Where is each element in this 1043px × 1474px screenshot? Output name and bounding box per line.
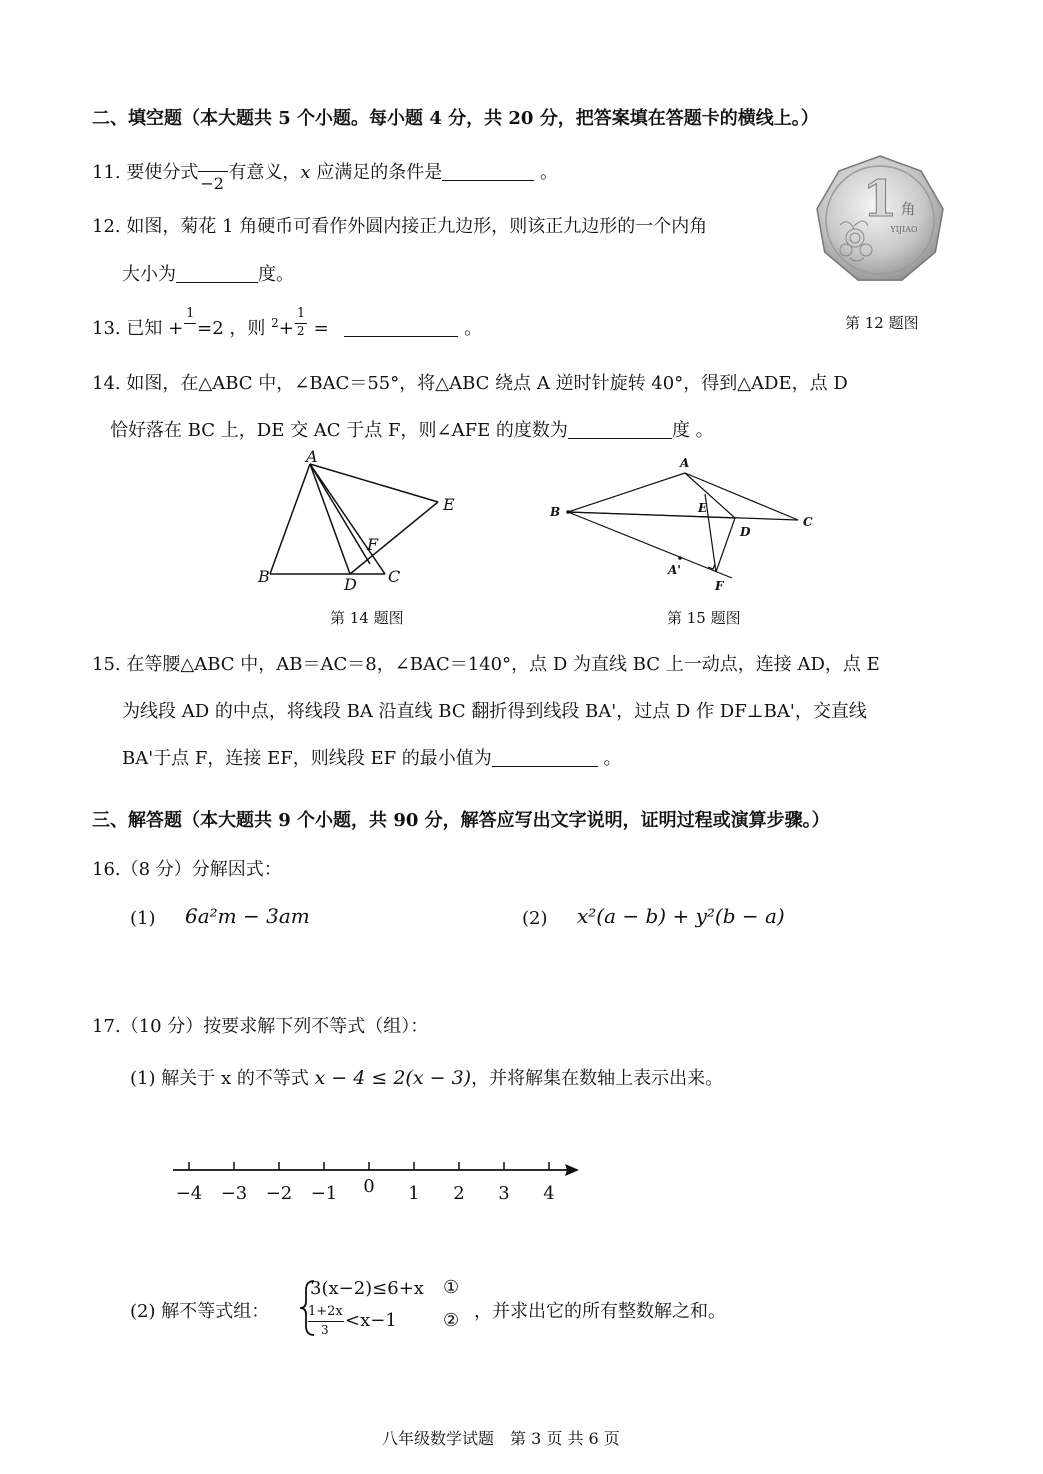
q14-answer-blank[interactable] xyxy=(568,420,672,439)
q12-answer-blank[interactable] xyxy=(176,264,258,283)
q16-part2-label: (2) xyxy=(522,908,548,929)
number-line-label: −4 xyxy=(175,1183,203,1204)
q12-text-b: 度。 xyxy=(258,264,294,285)
fig14-label-d: D xyxy=(344,575,357,594)
question-11 xyxy=(92,158,558,193)
number-line-label: −2 xyxy=(265,1183,293,1204)
question-13 xyxy=(92,306,483,340)
coin-pinyin: YIJIAO xyxy=(890,225,918,234)
fig15-label-a-prime: A' xyxy=(668,563,681,577)
q13-exponent: 2 xyxy=(271,316,279,330)
fig15-labels xyxy=(549,456,813,593)
q13-fraction-1-numerator: 1 xyxy=(186,306,195,321)
number-line-label: 1 xyxy=(408,1183,420,1204)
q12-text-a: 大小为 xyxy=(122,264,176,285)
q13-fraction-2-denominator: 2 xyxy=(296,324,305,338)
q16-part1-label: (1) xyxy=(130,908,156,929)
fig14-caption: 第 14 题图 xyxy=(330,609,404,627)
number-line-label: −3 xyxy=(220,1183,248,1204)
coin-figure xyxy=(810,150,950,290)
q15-text-a: BA'于点 F，连接 EF，则线段 EF 的最小值为 xyxy=(122,748,492,769)
q13-answer-blank[interactable] xyxy=(344,318,458,337)
number-line-label: −1 xyxy=(310,1183,338,1204)
page-footer: 八年级数学试题 第 3 页 共 6 页 xyxy=(382,1429,620,1448)
fig15-label-f: F xyxy=(715,579,724,593)
fig15-label-d: D xyxy=(740,525,751,539)
system-fraction xyxy=(308,1304,344,1340)
q13-plus-1: + xyxy=(168,318,184,339)
q15-answer-blank[interactable] xyxy=(492,748,598,767)
system-tag-2: ② xyxy=(443,1310,460,1331)
fig14-label-e: E xyxy=(443,495,455,514)
q17-part1-expression: x − 4 ≤ 2(x − 3) xyxy=(314,1067,472,1089)
section2-title: 二、填空题（本大题共 5 个小题。每小题 4 分，共 20 分，把答案填在答题卡的横线上。） xyxy=(92,108,819,129)
system-inequality-2: <x−1 xyxy=(345,1310,397,1331)
coin-char: 角 xyxy=(900,200,916,218)
q15-text-b: 。 xyxy=(597,748,622,769)
question-14-line1: 14. 如图，在△ABC 中，∠BAC＝55°，将△ABC 绕点 A 逆时针旋转 40°，得到△ADE，点 D xyxy=(92,373,848,394)
question-15-line3 xyxy=(122,744,622,770)
q13-text-e: = xyxy=(307,318,335,339)
figure-14 xyxy=(250,446,470,596)
fig15-caption: 第 15 题图 xyxy=(667,609,741,627)
fig14-labels xyxy=(257,447,455,594)
q13-text-c: =2 ，则 xyxy=(197,318,272,339)
figure-15 xyxy=(540,448,830,598)
question-17-title: 17.（10 分）按要求解下列不等式（组）： xyxy=(92,1016,429,1037)
question-15-line1: 15. 在等腰△ABC 中，AB＝AC＝8，∠BAC＝140°，点 D 为直线 BC 上一动点，连接 AD，点 E xyxy=(92,654,880,675)
q11-answer-blank[interactable] xyxy=(442,162,534,181)
fig15-label-a: A xyxy=(680,456,690,470)
number-line-label: 0 xyxy=(363,1176,375,1197)
number-line-label: 2 xyxy=(453,1183,465,1204)
arrow-right-icon xyxy=(565,1164,579,1176)
question-14-line2 xyxy=(110,416,714,442)
q11-var: x xyxy=(300,162,311,183)
number-line-label: 4 xyxy=(543,1183,555,1204)
fig14-lines xyxy=(270,464,438,574)
system-fraction-denominator: 3 xyxy=(321,1323,329,1337)
q11-fraction xyxy=(198,162,228,193)
section3-title: 三、解答题（本大题共 9 个小题，共 90 分，解答应写出文字说明，证明过程或演算步骤。） xyxy=(92,810,830,831)
q13-text-f: 。 xyxy=(458,318,483,339)
fig14-label-a: A xyxy=(306,447,318,466)
q16-part2-expression: x²(a − b) + y²(b − a) xyxy=(577,904,785,928)
fig14-label-f: F xyxy=(367,535,379,554)
q11-text-d: 。 xyxy=(534,162,558,183)
fig14-label-b: B xyxy=(258,567,270,586)
system-inequality-1: 3(x−2)≤6+x xyxy=(310,1278,424,1299)
fig15-label-c: C xyxy=(803,515,813,529)
fig15-label-e: E xyxy=(698,501,708,515)
fig12-caption: 第 12 题图 xyxy=(845,314,919,332)
q17-part2-text: ，并求出它的所有整数解之和。 xyxy=(474,1301,726,1322)
number-line-label: 3 xyxy=(498,1183,510,1204)
question-16-title: 16.（8 分）分解因式： xyxy=(92,859,282,880)
q17-part1 xyxy=(130,1064,723,1090)
q13-fraction-1 xyxy=(183,306,197,336)
fig14-label-c: C xyxy=(388,567,401,586)
number-line[interactable] xyxy=(165,1150,595,1210)
system-tag-1: ① xyxy=(443,1277,460,1298)
question-12-line1: 12. 如图，菊花 1 角硬币可看作外圆内接正九边形，则该正九边形的一个内角 xyxy=(92,216,708,237)
system-fraction-numerator: 1+2x xyxy=(308,1304,343,1319)
coin-digit: 1 xyxy=(862,169,898,228)
q16-part1-expression: 6a²m − 3am xyxy=(185,904,310,928)
q11-fraction-denominator: −2 xyxy=(200,174,224,193)
fig15-label-b: B xyxy=(550,505,561,519)
q13-plus-2: + xyxy=(278,318,294,339)
q13-text-a: 13. 已知 xyxy=(92,318,169,339)
question-15-line2: 为线段 AD 的中点，将线段 BA 沿直线 BC 翻折得到线段 BA'，过点 D 作 DF⊥BA'，交直线 xyxy=(122,701,867,722)
q14-text-a: 恰好落在 BC 上，DE 交 AC 于点 F，则∠AFE 的度数为 xyxy=(110,420,568,441)
question-12-line2 xyxy=(122,260,294,286)
q17-part1-text-a: (1) 解关于 x 的不等式 xyxy=(130,1068,315,1089)
q17-part1-text-b: ，并将解集在数轴上表示出来。 xyxy=(471,1068,724,1089)
q13-fraction-2-numerator: 1 xyxy=(296,306,306,321)
q11-text-c: 应满足的条件是 xyxy=(310,162,443,183)
q14-text-b: 度 。 xyxy=(671,420,714,441)
q13-fraction-2 xyxy=(294,306,308,338)
fig15-lines xyxy=(568,473,798,578)
q11-text-b: 有意义， xyxy=(228,162,301,183)
q17-part2-label: (2) 解不等式组： xyxy=(130,1301,270,1322)
q11-text-a: 11. 要使分式 xyxy=(92,162,199,183)
